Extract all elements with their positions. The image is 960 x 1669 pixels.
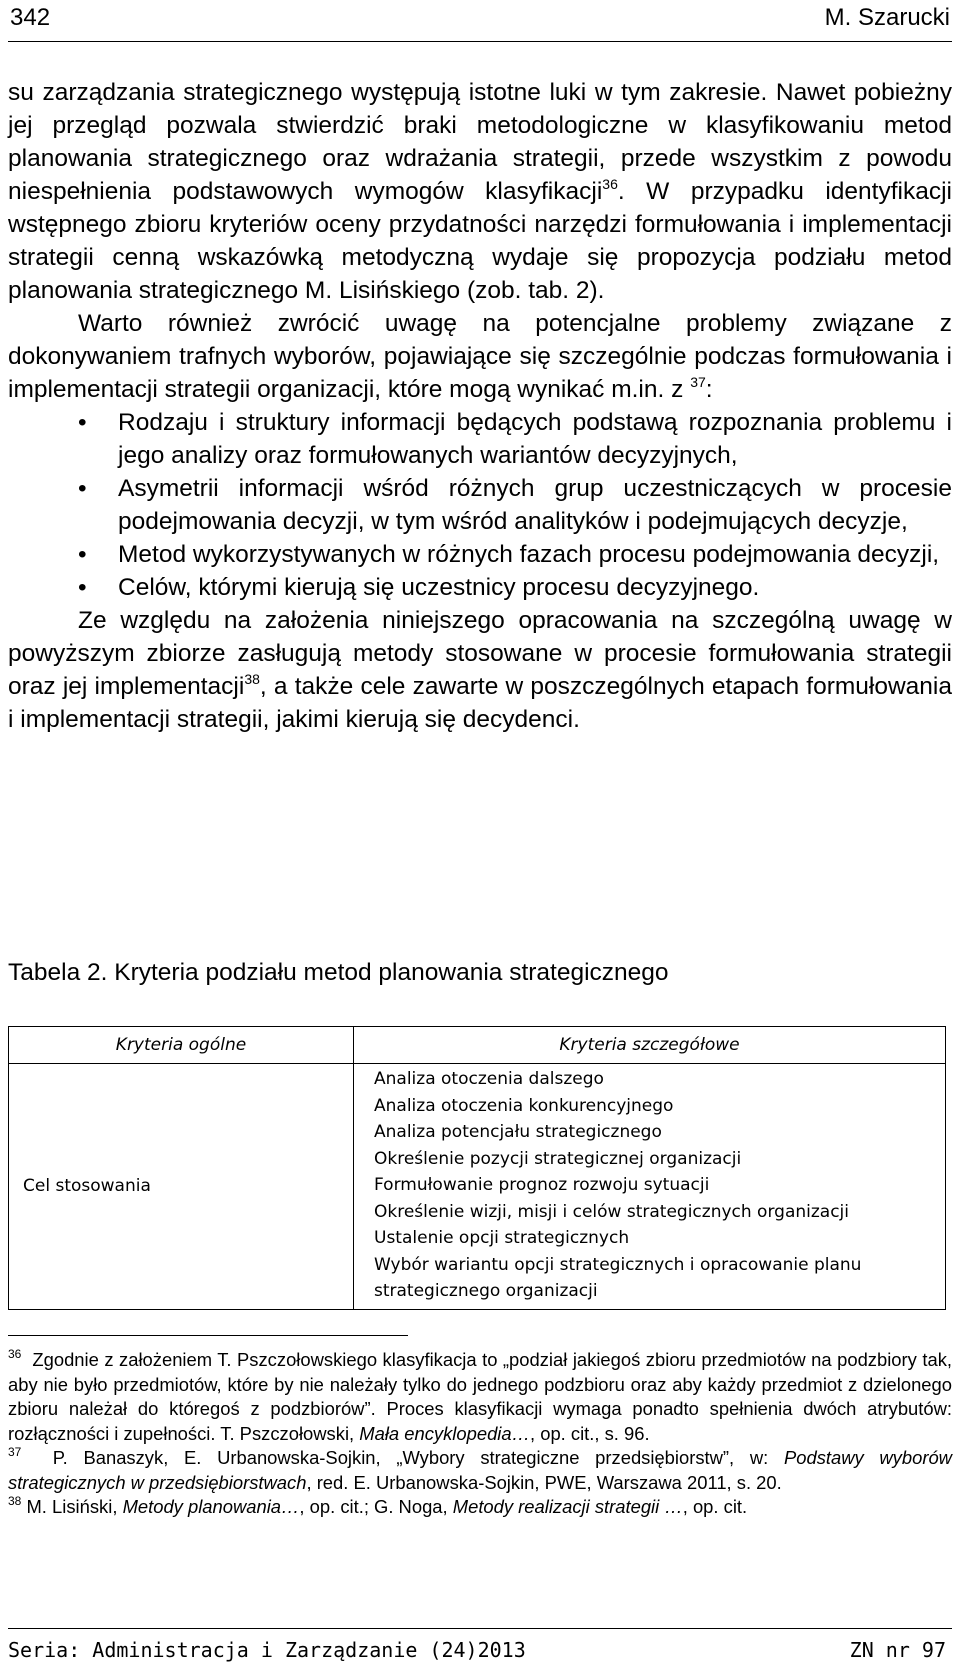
running-author: M. Szarucki xyxy=(824,4,950,31)
cited-title: Podstawy wyborów strategicznych w przedsiębiorstwach xyxy=(8,1447,952,1493)
list-item xyxy=(8,538,952,571)
list-item-text: Rodzaju i struktury informacji będących podstawą rozpoznania problemu i jego analizy oraz formułowanych wariantów decyzyjnych, xyxy=(118,409,952,469)
specific-criterion: Formułowanie prognoz rozwoju sytuacji xyxy=(374,1175,710,1195)
specific-criterion: Określenie wizji, misji i celów strategicznych organizacji xyxy=(374,1201,849,1222)
general-criterion-cell: Cel stosowania xyxy=(9,1064,354,1310)
footnote-number: 36 xyxy=(8,1347,22,1361)
column-header-specific: Kryteria szczegółowe xyxy=(354,1027,946,1064)
page-footer xyxy=(8,1628,952,1668)
footnote-number: 37 xyxy=(8,1445,22,1459)
table-row xyxy=(9,1064,946,1310)
cited-title: Metody planowania… xyxy=(122,1496,300,1517)
footnote-text: , op. cit.; G. Noga, xyxy=(299,1496,448,1517)
table-caption: Tabela 2. Kryteria podziału metod planowania strategicznego xyxy=(8,959,669,986)
footer-rule xyxy=(8,1628,952,1629)
footnote-rule xyxy=(8,1335,408,1336)
footnote-37 xyxy=(8,1446,952,1495)
footnote-text: P. Banaszyk, E. Urbanowska-Sojkin, „Wybory strategiczne przedsiębiorstw”, w: xyxy=(52,1447,769,1468)
list-item xyxy=(8,472,952,538)
journal-issue: ZN nr 97 xyxy=(849,1638,946,1662)
paragraph-3-text-a: Ze względu na założenia niniejszego opracowania na szczególną uwagę w powyższym zbiorze zasługują metody stosowane w procesie formułowania strategii oraz jej implementacji xyxy=(8,607,952,700)
page-header xyxy=(8,0,952,42)
paragraph-3-text-b: , a także cele zawarte w poszczególnych etapach formułowania i implementacji strategii, jakimi kierują się decydenci. xyxy=(8,673,953,733)
paragraph-2-text-b: : xyxy=(705,376,713,403)
table-header-row xyxy=(9,1027,946,1064)
page-number: 342 xyxy=(10,4,51,31)
specific-criterion: Analiza otoczenia dalszego xyxy=(374,1069,604,1089)
footnote-ref-37[interactable]: 37 xyxy=(690,374,706,390)
specific-criterion: Ustalenie opcji strategicznych xyxy=(374,1228,630,1248)
paragraph-1-text-a: su zarządzania strategicznego występują istotne luki w tym zakresie. Nawet pobieżny jej przegląd pozwala stwierdzić braki metodologiczne w klasyfikowaniu metod planowania strategicznego oraz wdrażania strategii, przede wszystkim z powodu niespełnienia podstawowych wymogów klasyfikacji xyxy=(8,79,952,205)
specific-criterion: Analiza potencjału strategicznego xyxy=(374,1122,662,1142)
specific-criterion: Określenie pozycji strategicznej organizacji xyxy=(374,1148,742,1169)
footnote-ref-38[interactable]: 38 xyxy=(244,671,260,687)
journal-series: Seria: Administracja i Zarządzanie (24)2013 xyxy=(8,1638,526,1662)
list-item-text: Metod wykorzystywanych w różnych fazach procesu podejmowania decyzji, xyxy=(118,541,940,568)
paragraph-1 xyxy=(8,76,952,307)
specific-criteria-cell xyxy=(354,1064,946,1310)
list-item xyxy=(8,406,952,472)
bullet-icon: • xyxy=(78,541,87,568)
footnote-number: 38 xyxy=(8,1494,22,1508)
footnote-text: , red. E. Urbanowska-Sojkin, PWE, Warszawa 2011, s. 20. xyxy=(306,1471,782,1493)
paragraph-2 xyxy=(8,307,952,406)
criteria-table xyxy=(8,1026,946,1310)
footnote-ref-36[interactable]: 36 xyxy=(602,176,618,192)
paragraph-3 xyxy=(8,604,952,736)
footnote-text: M. Lisiński, xyxy=(26,1496,118,1517)
paragraph-1-text-b: . W przypadku identyfikacji wstępnego zbioru kryteriów oceny przydatności narzędzi formułowania i implementacji strategii cenną wskazówką metodyczną wydaje się propozycja podziału metod planowania strategicznego M. Lisińskiego (zob. tab. 2). xyxy=(8,178,953,304)
bullet-icon: • xyxy=(78,475,87,502)
list-item xyxy=(8,571,952,604)
list-item-text: Asymetrii informacji wśród różnych grup uczestniczących w procesie podejmowania decyzji, w tym wśród analityków i podejmujących decyzje, xyxy=(118,475,952,535)
paragraph-2-text-a: Warto również zwrócić uwagę na potencjalne problemy związane z dokonywaniem trafnych wyborów, pojawiające się szczególnie podczas formułowania i implementacji strategii organizacji, które mogą wynikać m.in. z xyxy=(8,310,952,403)
bullet-icon: • xyxy=(78,574,87,601)
cited-title: Mała encyklopedia… xyxy=(359,1422,530,1444)
body-text xyxy=(8,76,952,736)
bullet-list xyxy=(8,406,952,604)
footnote-38 xyxy=(8,1495,952,1520)
column-header-general: Kryteria ogólne xyxy=(9,1027,354,1064)
cited-title: Metody realizacji strategii … xyxy=(452,1496,683,1517)
specific-criterion: Wybór wariantu opcji strategicznych i opracowanie planu strategicznego organizacji xyxy=(374,1254,862,1301)
footnote-text: , op. cit. xyxy=(682,1496,748,1517)
footnote-36 xyxy=(8,1348,952,1446)
list-item-text: Celów, którymi kierują się uczestnicy procesu decyzyjnego. xyxy=(118,574,760,601)
footnotes xyxy=(8,1348,952,1520)
specific-criterion: Analiza otoczenia konkurencyjnego xyxy=(374,1095,674,1116)
footnote-text: , op. cit., s. 96. xyxy=(530,1422,650,1444)
bullet-icon: • xyxy=(78,409,87,436)
header-rule xyxy=(8,41,952,42)
footnote-text: Zgodnie z założeniem T. Pszczołowskiego klasyfikacja to „podział jakiegoś zbioru przedmiotów na podzbiory tak, aby nie było przedmiotów, które by nie należały tylko do jednego podzbioru oraz aby każdy przedmiot z dzielonego zbioru należał do któregoś z podzbiorów”. Proces klasyfikacji wymaga ponadto spełnienia dwóch atrybutów: rozłączności i zupełności. T. Pszczołowski, xyxy=(8,1349,952,1444)
